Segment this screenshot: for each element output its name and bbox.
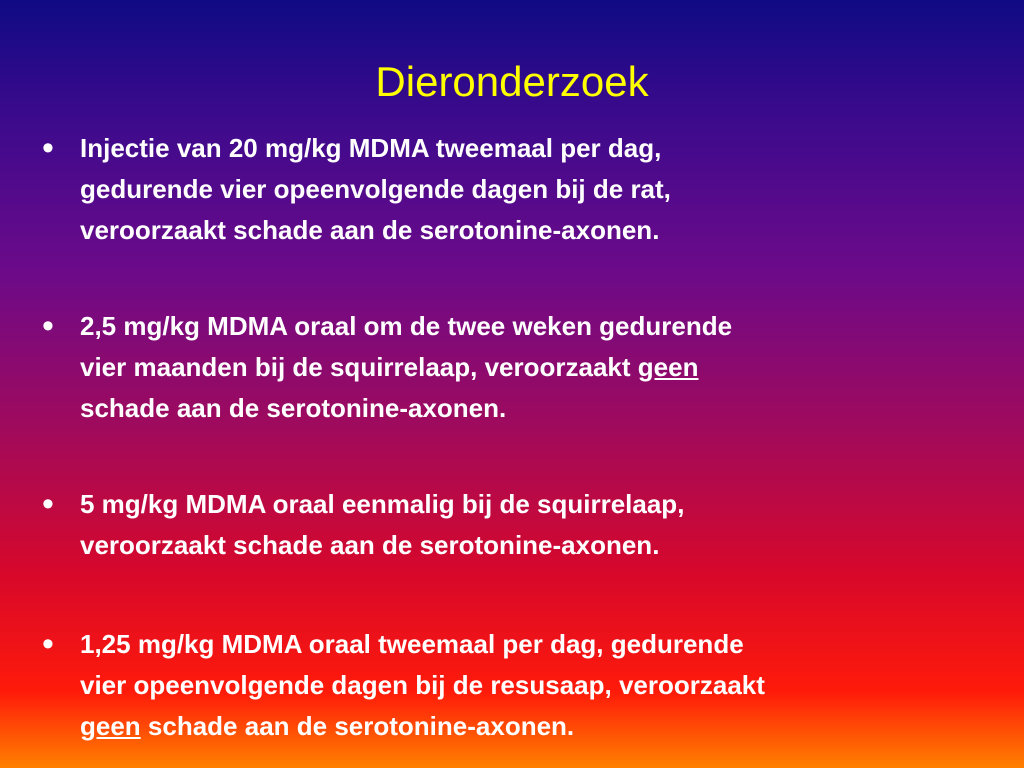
bullet-list (42, 128, 992, 741)
bullet-4-line-1: 1,25 mg/kg MDMA oraal tweemaal per dag, gedurende (80, 629, 744, 659)
bullet-2-line-1: 2,5 mg/kg MDMA oraal om de twee weken gedurende (80, 311, 733, 341)
bullet-4-line-2: vier opeenvolgende dagen bij de resusaap, veroorzaakt (80, 670, 765, 700)
bullet-3-line-2: veroorzaakt schade aan de serotonine-axonen. (80, 530, 660, 560)
bullet-2-line-3: schade aan de serotonine-axonen. (80, 393, 507, 423)
bullet-icon: • (42, 625, 54, 663)
bullet-4-line-3-text: schade aan de serotonine-axonen. (140, 711, 575, 741)
bullet-2-line-2 (80, 347, 1024, 388)
bullet-4-line-3 (80, 706, 1024, 747)
bullet-1-line-2: gedurende vier opeenvolgende dagen bij de rat, (80, 174, 671, 204)
emphasis-geen: geen (80, 711, 141, 741)
bullet-item-2 (42, 306, 1024, 429)
bullet-3-line-1: 5 mg/kg MDMA oraal eenmalig bij de squirrelaap, (80, 489, 685, 519)
bullet-icon: • (42, 129, 54, 167)
bullet-item-4 (42, 624, 1024, 747)
emphasis-geen: geen (637, 352, 699, 382)
bullet-icon: • (42, 307, 54, 345)
slide-title: Dieronderzoek (375, 58, 649, 105)
bullet-item-1 (42, 128, 992, 251)
bullet-1-line-3: veroorzaakt schade aan de serotonine-axonen. (80, 215, 660, 245)
bullet-2-line-2-text: vier maanden bij de squirrelaap, veroorzaakt (80, 352, 638, 382)
bullet-item-3 (42, 484, 1024, 566)
bullet-icon: • (42, 485, 54, 523)
bullet-1-line-1: Injectie van 20 mg/kg MDMA tweemaal per dag, (80, 133, 662, 163)
